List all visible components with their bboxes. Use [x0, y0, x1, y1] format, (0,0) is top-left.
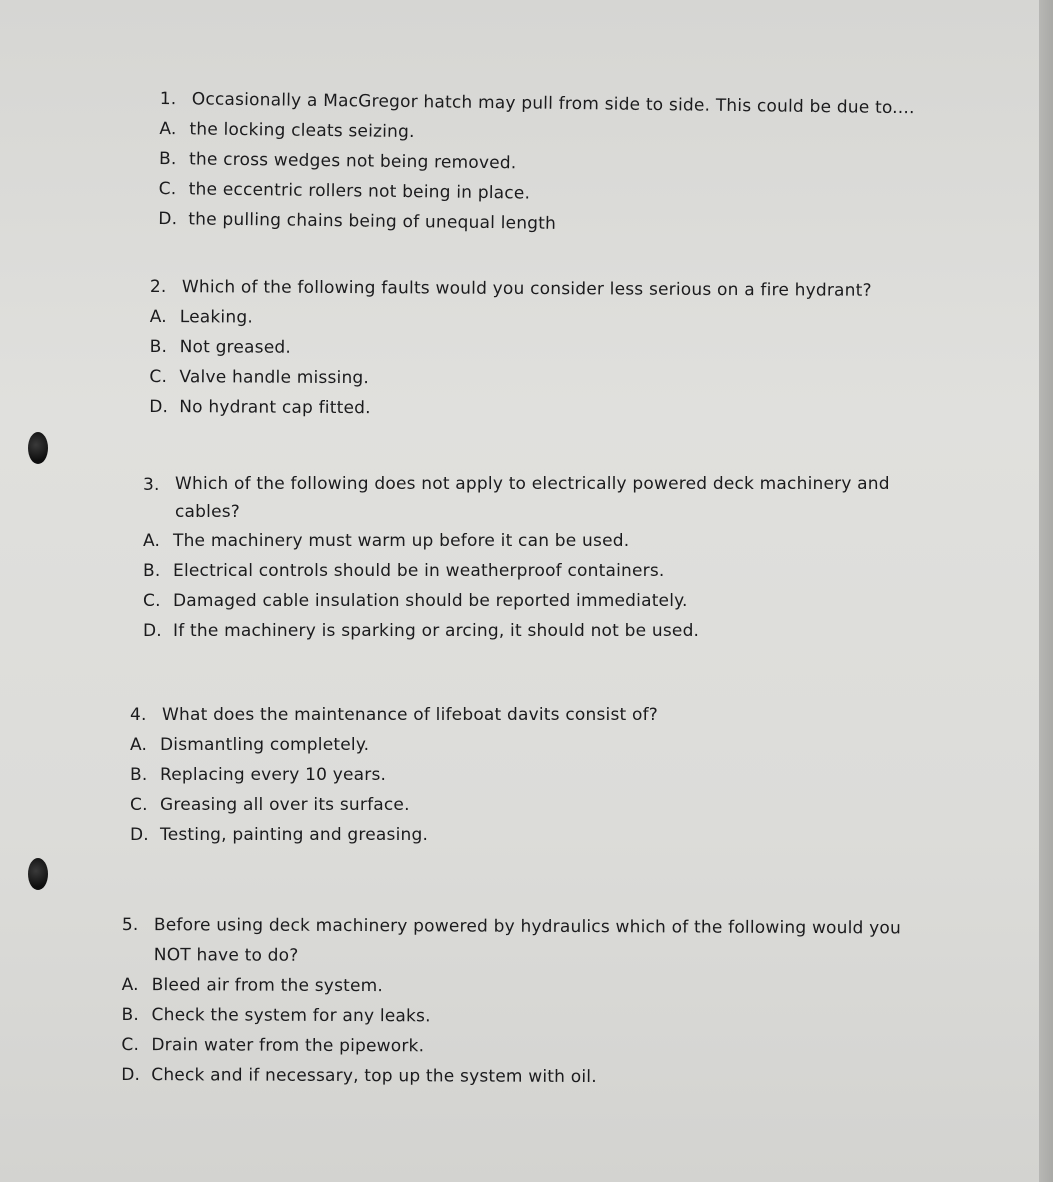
option-text: No hydrant cap fitted. [179, 397, 371, 419]
question-number: 1. [159, 88, 177, 110]
question-3 [143, 470, 933, 646]
question-stem [143, 470, 933, 526]
question-text: Which of the following faults would you consider less serious on a fire hydrant? [181, 277, 872, 301]
answer-option [143, 586, 933, 616]
answer-options [143, 526, 933, 646]
option-text: If the machinery is sparking or arcing, it should not be used. [173, 621, 700, 641]
option-letter: B. [158, 148, 177, 170]
answer-option [121, 1030, 941, 1064]
answer-option [143, 556, 933, 586]
option-text: Testing, painting and greasing. [160, 825, 429, 845]
answer-options [130, 730, 890, 850]
option-text: Bleed air from the system. [151, 975, 384, 997]
option-letter: D. [158, 208, 178, 230]
option-letter: C. [130, 795, 148, 815]
answer-option [130, 820, 890, 850]
option-letter: B. [143, 561, 161, 581]
option-letter: B. [149, 336, 168, 358]
question-number: 2. [149, 276, 167, 298]
answer-options [158, 114, 919, 243]
answer-options [149, 302, 910, 426]
option-text: Valve handle missing. [179, 367, 370, 389]
answer-options [121, 970, 942, 1094]
option-text: Leaking. [179, 307, 254, 328]
answer-option [150, 302, 910, 336]
question-stem [150, 272, 910, 306]
option-letter: B. [121, 1004, 140, 1026]
answer-option [143, 616, 933, 646]
question-2 [149, 272, 910, 426]
answer-option [130, 790, 890, 820]
binder-hole [28, 858, 48, 890]
option-text: Check and if necessary, top up the system with oil. [151, 1065, 597, 1088]
question-number: 5. [121, 914, 139, 936]
question-stem [122, 910, 942, 974]
option-text: Check the system for any leaks. [151, 1005, 431, 1027]
question-1 [158, 84, 920, 243]
page-edge [1039, 0, 1053, 1182]
option-letter: C. [149, 366, 168, 388]
answer-option [122, 970, 942, 1004]
option-letter: D. [121, 1064, 141, 1086]
question-text: Which of the following does not apply to electrically powered deck machinery and cables? [175, 474, 890, 522]
answer-option [121, 1000, 941, 1034]
answer-option [149, 362, 909, 396]
binder-hole [28, 432, 48, 464]
option-letter: B. [130, 765, 148, 785]
option-letter: A. [121, 974, 139, 996]
question-text: Before using deck machinery powered by hydraulics which of the following would you NOT have to do? [153, 915, 902, 966]
option-letter: D. [149, 396, 169, 418]
option-text: Drain water from the pipework. [151, 1035, 425, 1057]
option-text: the cross wedges not being removed. [188, 149, 517, 174]
answer-option [121, 1060, 941, 1094]
option-letter: A. [143, 531, 161, 551]
option-text: Replacing every 10 years. [160, 765, 387, 785]
question-4 [130, 700, 890, 850]
answer-option [130, 730, 890, 760]
answer-option [150, 332, 910, 366]
answer-option [143, 526, 933, 556]
option-text: the locking cleats seizing. [189, 119, 415, 143]
option-text: Electrical controls should be in weatherproof containers. [173, 561, 665, 581]
option-text: Damaged cable insulation should be reported immediately. [173, 591, 688, 611]
option-letter: D. [130, 825, 149, 845]
answer-option [149, 392, 909, 426]
option-letter: C. [121, 1034, 140, 1056]
question-stem [130, 700, 890, 730]
option-letter: C. [158, 178, 177, 200]
option-text: Greasing all over its surface. [160, 795, 410, 815]
question-text: What does the maintenance of lifeboat davits consist of? [162, 705, 658, 725]
question-text: Occasionally a MacGregor hatch may pull from side to side. This could be due to.... [191, 89, 915, 119]
option-letter: C. [143, 591, 161, 611]
option-text: Not greased. [179, 337, 292, 358]
option-letter: A. [159, 118, 177, 140]
question-5 [121, 910, 942, 1094]
option-text: the pulling chains being of unequal length [188, 209, 557, 234]
option-letter: A. [130, 735, 148, 755]
option-text: the eccentric rollers not being in place. [188, 179, 531, 204]
option-text: The machinery must warm up before it can be used. [173, 531, 630, 551]
option-letter: D. [143, 621, 162, 641]
option-text: Dismantling completely. [160, 735, 370, 755]
answer-option [130, 760, 890, 790]
question-number: 4. [130, 705, 147, 725]
question-number: 3. [143, 475, 160, 495]
option-letter: A. [149, 306, 167, 328]
